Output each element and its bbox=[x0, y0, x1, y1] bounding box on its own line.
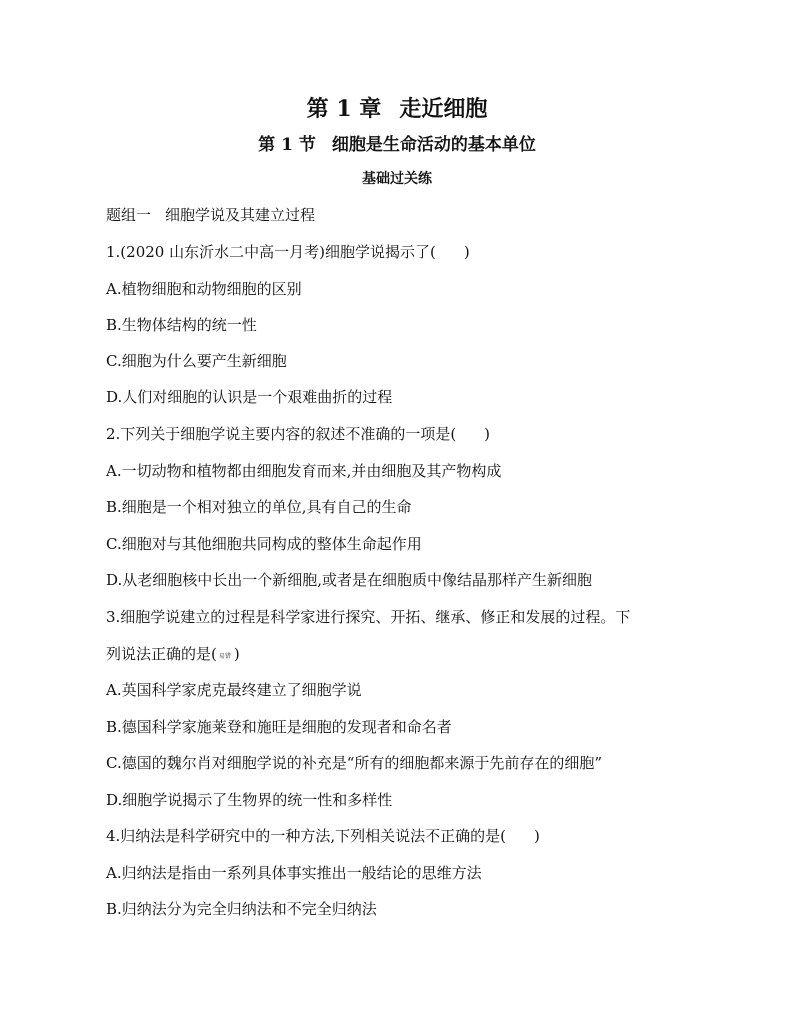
group-label: 题组一 bbox=[106, 206, 152, 224]
question-3-option-c: C.德国的魏尔肖对细胞学说的补充是“所有的细胞都来源于先前存在的细胞” bbox=[106, 754, 603, 772]
error-prone-tag: 易错 bbox=[218, 652, 231, 660]
chapter-title: 走近细胞 bbox=[399, 96, 488, 122]
question-2-close-paren: ) bbox=[484, 425, 491, 443]
question-3-option-b: B.德国科学家施莱登和施旺是细胞的发现者和命名者 bbox=[106, 718, 452, 736]
question-4-stem bbox=[106, 825, 540, 846]
question-4-close-paren: ) bbox=[533, 827, 540, 845]
question-3-text: 列说法正确的是( bbox=[106, 645, 217, 663]
exercise-subheading: 基础过关练 bbox=[362, 171, 432, 187]
question-1-stem bbox=[106, 241, 470, 262]
chapter-number: 第 1 章 bbox=[306, 96, 382, 122]
question-1-option-c: C.细胞为什么要产生新细胞 bbox=[106, 352, 287, 370]
question-2-option-d: D.从老细胞核中长出一个新细胞,或者是在细胞质中像结晶那样产生新细胞 bbox=[106, 571, 593, 589]
question-1-option-a: A.植物细胞和动物细胞的区别 bbox=[106, 280, 302, 298]
question-4-text: 4.归纳法是科学研究中的一种方法,下列相关说法不正确的是( bbox=[106, 827, 506, 845]
section-heading bbox=[0, 130, 794, 155]
question-3-close-paren: ) bbox=[233, 645, 240, 663]
question-2-stem bbox=[106, 423, 490, 444]
section-title: 细胞是生命活动的基本单位 bbox=[331, 135, 536, 155]
question-1-option-b: B.生物体结构的统一性 bbox=[106, 316, 257, 334]
question-1-text: 1.(2020 山东沂水二中高一月考)细胞学说揭示了( bbox=[106, 243, 436, 261]
question-4-option-b: B.归纳法分为完全归纳法和不完全归纳法 bbox=[106, 900, 377, 918]
question-3-option-d: D.细胞学说揭示了生物界的统一性和多样性 bbox=[106, 791, 393, 809]
section-number: 第 1 节 bbox=[258, 135, 316, 155]
question-1-option-d: D.人们对细胞的认识是一个艰难曲折的过程 bbox=[106, 388, 393, 406]
question-3-stem-line-1: 3.细胞学说建立的过程是科学家进行探究、开拓、继承、修正和发展的过程。下 bbox=[106, 608, 631, 626]
question-2-option-b: B.细胞是一个相对独立的单位,具有自己的生命 bbox=[106, 498, 412, 516]
question-3-stem-line-2 bbox=[106, 643, 240, 664]
question-2-text: 2.下列关于细胞学说主要内容的叙述不准确的一项是( bbox=[106, 425, 457, 443]
group-title: 细胞学说及其建立过程 bbox=[165, 206, 316, 224]
question-2-option-a: A.一切动物和植物都由细胞发育而来,并由细胞及其产物构成 bbox=[106, 462, 502, 480]
question-4-option-a: A.归纳法是指由一系列具体事实推出一般结论的思维方法 bbox=[106, 864, 482, 882]
chapter-heading bbox=[0, 92, 794, 123]
question-group-heading bbox=[106, 204, 315, 225]
question-2-option-c: C.细胞对与其他细胞共同构成的整体生命起作用 bbox=[106, 535, 422, 553]
question-1-close-paren: ) bbox=[463, 243, 470, 261]
question-3-option-a: A.英国科学家虎克最终建立了细胞学说 bbox=[106, 681, 362, 699]
